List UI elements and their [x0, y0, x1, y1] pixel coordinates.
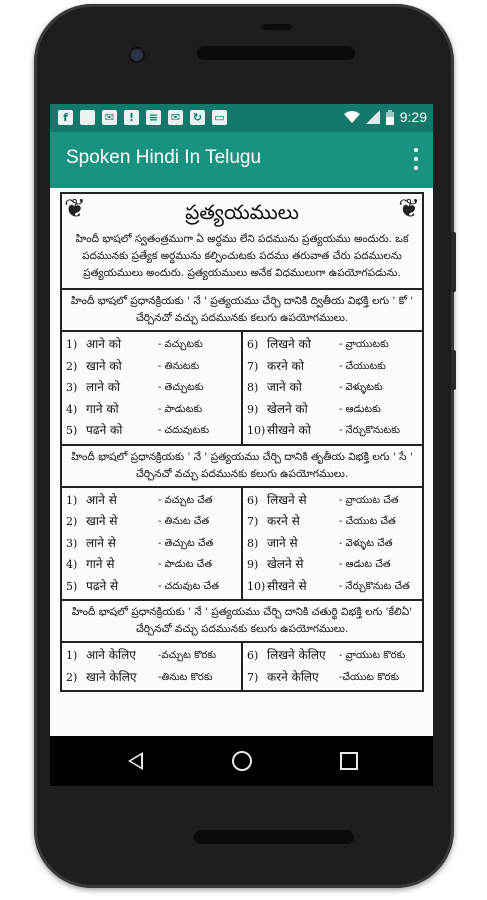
document-frame — [60, 192, 424, 692]
hindi-word: आने केलिए — [86, 648, 136, 662]
row-number: 9) — [247, 558, 259, 571]
telugu-meaning: - వెళ్ళుటకు — [339, 382, 383, 393]
word-table — [62, 330, 422, 444]
table-row — [247, 511, 418, 533]
row-number: 5) — [66, 579, 78, 593]
hindi-word: करने को — [267, 358, 304, 373]
table-row — [66, 490, 237, 512]
ornament-icon: ❦ — [64, 194, 86, 224]
table-row — [247, 334, 418, 356]
table-row — [66, 334, 237, 356]
row-number: 10) — [247, 424, 266, 437]
row-number: 8) — [247, 381, 259, 394]
row-number: 3) — [66, 536, 78, 550]
title-text: ప్రత్యయములు — [185, 200, 299, 224]
signal-icon — [366, 110, 380, 124]
telugu-meaning: - వచ్చుట చేత — [158, 494, 213, 506]
section-note: హిందీ భాషలో ప్రధానక్రియకు ' నే ' ప్రత్యయము చేర్చి దానికి ద్వితీయ విభక్తి లగు ' కో ' చేర్చినచో వచ్చు పదమునకు కలుగు ఉపయోగములు. — [62, 288, 422, 330]
sync-icon: ↻ — [190, 110, 205, 125]
table-row — [247, 490, 418, 512]
hindi-word: खेलने से — [267, 557, 304, 571]
table-row — [66, 399, 237, 421]
row-number: 7) — [247, 515, 259, 528]
hindi-word: जाने से — [267, 535, 298, 550]
telugu-meaning: - వ్రాయుట చేత — [339, 494, 399, 506]
telugu-meaning: - ఆడుటకు — [339, 403, 381, 415]
telugu-meaning: - చదువుటకు — [158, 425, 210, 436]
hindi-word: आने से — [86, 492, 117, 507]
battery-icon — [386, 110, 394, 125]
table-row — [247, 377, 418, 399]
telugu-meaning: - చేయుటకు — [339, 360, 386, 372]
telugu-meaning: - నేర్చుకొనుటకు — [339, 425, 400, 436]
hindi-word: गाने को — [86, 401, 119, 416]
hindi-word: पढने से — [86, 578, 119, 593]
hindi-word: जाने को — [267, 380, 302, 394]
hindi-word: करने से — [267, 514, 300, 528]
row-number: 9) — [247, 402, 259, 416]
image-icon — [80, 110, 95, 125]
home-icon[interactable] — [232, 751, 252, 771]
table-column-right — [241, 643, 422, 690]
telugu-meaning: - వచ్చుటకు — [158, 339, 203, 350]
screen — [50, 104, 433, 786]
telugu-meaning: - నేర్చుకొనుట చేత — [339, 580, 410, 592]
table-row — [247, 576, 418, 598]
table-row — [66, 645, 237, 667]
bottom-speaker — [194, 830, 354, 844]
hindi-word: खाने को — [86, 358, 122, 373]
table-column-right — [241, 332, 422, 444]
app-title: Spoken Hindi In Telugu — [66, 147, 262, 168]
table-row — [247, 533, 418, 555]
telugu-meaning: - చేయుట చేత — [339, 516, 396, 527]
telugu-meaning: - పాడుట చేత — [158, 559, 213, 570]
word-table — [62, 486, 422, 600]
mail-icon: ✉ — [168, 110, 183, 125]
intro-paragraph: హిందీ భాషలో స్వతంత్రముగా ఏ అర్ధము లేని పదమును ప్రత్యయము అందురు. ఒక పదమునకు ప్రత్యేక అర్ధమును కల్పించుటకు పదము తరువాత చేరు పదములను ప్రత్యయములు అందురు. ప్రత్యయములు అనేక విధములుగా ఉపయోగపడును. — [75, 233, 409, 279]
section-note: హిందీ భాషలో ప్రధానక్రియకు ' నే ' ప్రత్యయము చేర్చి దానికి తృతీయ విభక్తి లగు ' సే ' చేర్చినచో వచ్చు పదమునకు కలుగు ఉపయోగములు. — [62, 444, 422, 486]
notification-icons — [58, 110, 227, 125]
ornament-icon: ❦ — [398, 194, 420, 224]
row-number: 5) — [66, 424, 78, 437]
hindi-word: आने को — [86, 337, 122, 351]
table-row — [66, 576, 237, 598]
row-number: 2) — [66, 515, 78, 528]
document-viewer[interactable] — [50, 188, 433, 736]
hindi-word: लाने से — [86, 535, 116, 550]
document-title — [62, 194, 422, 231]
row-number: 1) — [66, 493, 78, 507]
table-column-left — [62, 488, 241, 600]
front-camera — [131, 49, 143, 61]
table-row — [66, 377, 237, 399]
overflow-menu-icon[interactable] — [413, 148, 419, 170]
status-bar — [50, 104, 433, 132]
row-number: 10) — [247, 579, 266, 593]
telugu-meaning: -తినుట కొరకు — [158, 671, 213, 683]
clock: 9:29 — [399, 109, 427, 125]
mail-icon: ✉ — [102, 110, 117, 125]
telugu-meaning: - పాడుటకు — [158, 403, 203, 415]
table-row — [66, 511, 237, 533]
hindi-word: सीखने को — [267, 423, 311, 437]
telugu-meaning: - వెళ్ళుట చేత — [339, 537, 393, 549]
table-column-left — [62, 643, 241, 690]
telugu-meaning: - తెచ్చుట చేత — [158, 537, 214, 549]
telugu-meaning: - తెచ్చుటకు — [158, 382, 204, 393]
row-number: 6) — [247, 338, 259, 351]
row-number: 2) — [66, 670, 78, 684]
section-note: హిందీ భాషలో ప్రధానక్రియకు ' నే ' ప్రత్యయము చేర్చి దానికి చతుర్థి విభక్తి లగు 'కేలిఏ' చేర్చినచో వచ్చు పదమునకు కలుగు ఉపయోగములు. — [62, 599, 422, 641]
table-row — [66, 420, 237, 442]
document-page — [60, 188, 424, 692]
table-row — [247, 420, 418, 442]
proximity-sensor — [262, 24, 292, 30]
telugu-meaning: -చేయుట కొరకు — [339, 671, 400, 683]
hindi-word: पढने को — [86, 423, 123, 437]
row-number: 6) — [247, 649, 259, 662]
row-number: 7) — [247, 670, 259, 684]
recents-icon[interactable] — [340, 752, 358, 770]
telugu-meaning: - తినుట చేత — [158, 516, 210, 527]
row-number: 2) — [66, 359, 78, 373]
telugu-meaning: -వచ్చుట కొరకు — [158, 650, 217, 661]
placeholder-icon: ▭ — [212, 110, 227, 125]
wifi-icon — [344, 111, 360, 124]
row-number: 7) — [247, 359, 259, 373]
hindi-word: खाने से — [86, 514, 118, 528]
hindi-word: खेलने को — [267, 401, 308, 416]
alert-icon: ! — [124, 110, 139, 125]
row-number: 4) — [66, 402, 78, 416]
table-row — [66, 533, 237, 555]
system-icons — [344, 109, 427, 125]
hindi-word: लिखने को — [267, 337, 311, 351]
table-row — [247, 554, 418, 576]
row-number: 8) — [247, 536, 259, 550]
power-button[interactable] — [451, 350, 456, 390]
hindi-word: सीखने से — [267, 578, 307, 593]
earpiece-speaker — [197, 46, 355, 60]
table-row — [247, 645, 418, 667]
table-row — [247, 356, 418, 378]
navigation-bar — [50, 736, 433, 786]
row-number: 6) — [247, 493, 259, 507]
telugu-meaning: - తినుటకు — [158, 360, 200, 372]
table-row — [66, 667, 237, 689]
hindi-word: लिखने केलिए — [267, 648, 326, 662]
table-column-right — [241, 488, 422, 600]
hindi-word: गाने से — [86, 557, 115, 571]
hindi-word: लिखने से — [267, 492, 307, 507]
table-row — [247, 399, 418, 421]
table-row — [66, 356, 237, 378]
table-column-left — [62, 332, 241, 444]
row-number: 1) — [66, 649, 78, 662]
back-icon[interactable] — [128, 752, 143, 770]
hindi-word: खाने केलिए — [86, 669, 137, 684]
telugu-meaning: - వ్రాయుట కొరకు — [339, 650, 406, 661]
row-number: 4) — [66, 558, 78, 571]
hindi-word: लाने को — [86, 380, 121, 394]
app-bar — [50, 132, 433, 188]
news-icon: ≡ — [146, 110, 161, 125]
telugu-meaning: - చదువుట చేత — [158, 580, 219, 592]
word-table — [62, 641, 422, 690]
facebook-icon: f — [58, 110, 73, 125]
table-row — [247, 667, 418, 689]
row-number: 3) — [66, 381, 78, 394]
hindi-word: करने केलिए — [267, 669, 319, 684]
table-row — [66, 554, 237, 576]
row-number: 1) — [66, 338, 78, 351]
telugu-meaning: - వ్రాయుటకు — [339, 339, 389, 350]
telugu-meaning: - ఆడుట చేత — [339, 559, 391, 570]
volume-button[interactable] — [451, 232, 456, 292]
